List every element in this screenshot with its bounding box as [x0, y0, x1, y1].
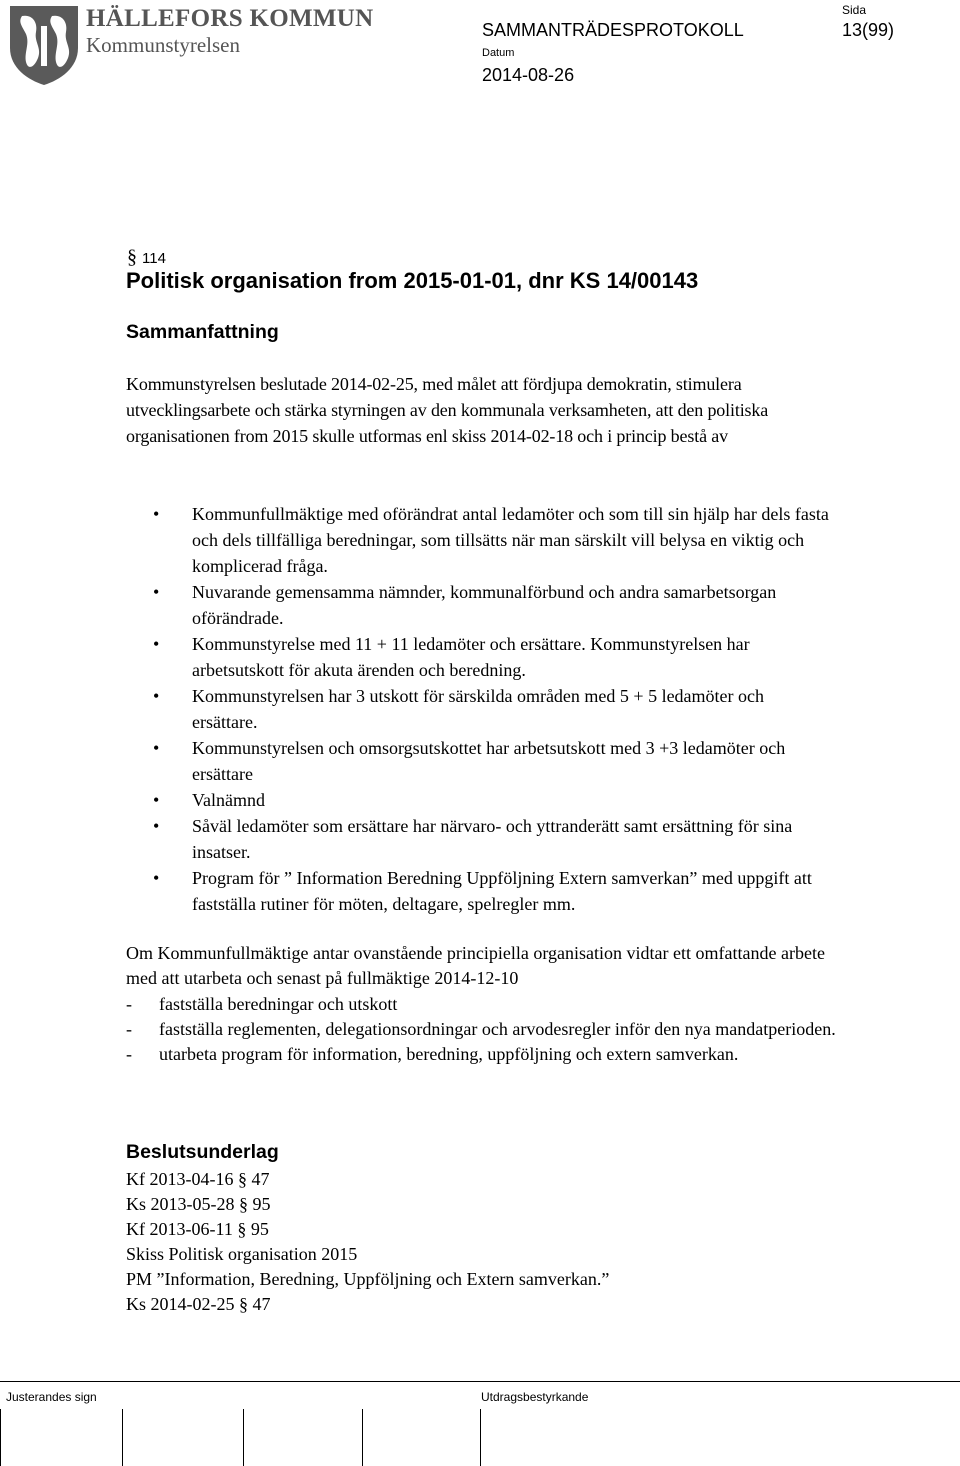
basis-item: PM ”Information, Beredning, Uppföljning och Extern samverkan.” [126, 1269, 610, 1289]
bullet-item: • Kommunstyrelsen och omsorgsutskottet har arbetsutskott med 3 +3 ledamöter och ersättare [150, 735, 830, 787]
section-title: Politisk organisation from 2015-01-01, dnr KS 14/00143 [126, 268, 699, 293]
basis-item: Kf 2013-06-11 § 95 [126, 1219, 269, 1239]
signature-box-divider [243, 1409, 244, 1466]
footer-divider [0, 1381, 960, 1382]
date-value: 2014-08-26 [482, 65, 575, 85]
bullet-item: • Program för ” Information Beredning Uppföljning Extern samverkan” med uppgift att fastställa rutiner för möten, deltagare, spelregler mm. [150, 865, 830, 917]
basis-item: Kf 2013-04-16 § 47 [126, 1169, 270, 1189]
organization-unit: Kommunstyrelsen [86, 33, 240, 57]
page-label: Sida [842, 3, 867, 17]
summary-intro: Kommunstyrelsen beslutade 2014-02-25, med målet att fördjupa demokratin, stimulera utvecklingsarbete och stärka styrningen av den kommunala verksamheten, att den politiska organisationen from 2015 skulle utformas enl skiss 2014-02-18 och i princip bestå av [126, 374, 769, 446]
summary-heading: Sammanfattning [126, 321, 279, 343]
signature-box-divider [0, 1409, 1, 1466]
paragraph-number [127, 246, 166, 269]
bullet-item: • Valnämnd [150, 787, 830, 813]
bullet-item: • Kommunfullmäktige med oförändrat antal ledamöter och som till sin hjälp har dels fasta och dels tillfälliga beredningar, som tillsätts när man särskilt vill belysa en viktig och komplicerad fråga. [150, 501, 830, 579]
municipal-coat-of-arms-logo [8, 4, 80, 86]
dash-item: - fastställa beredningar och utskott [126, 992, 846, 1017]
bullet-item: • Kommunstyrelsen har 3 utskott för särskilda områden med 5 + 5 ledamöter och ersättare. [150, 683, 830, 735]
footer-signature-label: Justerandes sign [6, 1390, 97, 1404]
conclusion-paragraph: Om Kommunfullmäktige antar ovanstående principiella organisation vidtar ett omfattande arbete med att utarbeta och senast på fullmäktige 2014-12-10 [126, 943, 825, 988]
basis-item: Ks 2014-02-25 § 47 [126, 1294, 271, 1314]
signature-box-divider [122, 1409, 123, 1466]
summary-bullet-list [150, 501, 830, 917]
bullet-item: • Såväl ledamöter som ersättare har närvaro- och yttranderätt samt ersättning för sina insatser. [150, 813, 830, 865]
signature-box-divider [480, 1409, 481, 1466]
decision-basis-list [126, 1167, 609, 1317]
bullet-item: • Nuvarande gemensamma nämnder, kommunalförbund och andra samarbetsorgan oförändrade. [150, 579, 830, 631]
dash-item: - utarbeta program för information, beredning, uppföljning och extern samverkan. [126, 1042, 846, 1067]
section-symbol: § [127, 246, 137, 268]
basis-item: Skiss Politisk organisation 2015 [126, 1244, 358, 1264]
date-label: Datum [482, 47, 515, 59]
document-type: SAMMANTRÄDESPROTOKOLL [482, 20, 744, 40]
bullet-item: • Kommunstyrelse med 11 + 11 ledamöter och ersättare. Kommunstyrelsen har arbetsutskott för akuta ärenden och beredning. [150, 631, 830, 683]
basis-item: Ks 2013-05-28 § 95 [126, 1194, 271, 1214]
decision-basis-heading: Beslutsunderlag [126, 1141, 279, 1163]
organization-name: HÄLLEFORS KOMMUN [86, 5, 374, 32]
dash-item: - fastställa reglementen, delegationsordningar och arvodesregler inför den nya mandatperioden. [126, 1017, 846, 1042]
page-number: 13(99) [842, 20, 895, 40]
paragraph-number-value: 114 [142, 250, 166, 267]
signature-box-divider [362, 1409, 363, 1466]
footer-extract-label: Utdragsbestyrkande [481, 1390, 589, 1404]
task-dash-list [126, 992, 846, 1067]
